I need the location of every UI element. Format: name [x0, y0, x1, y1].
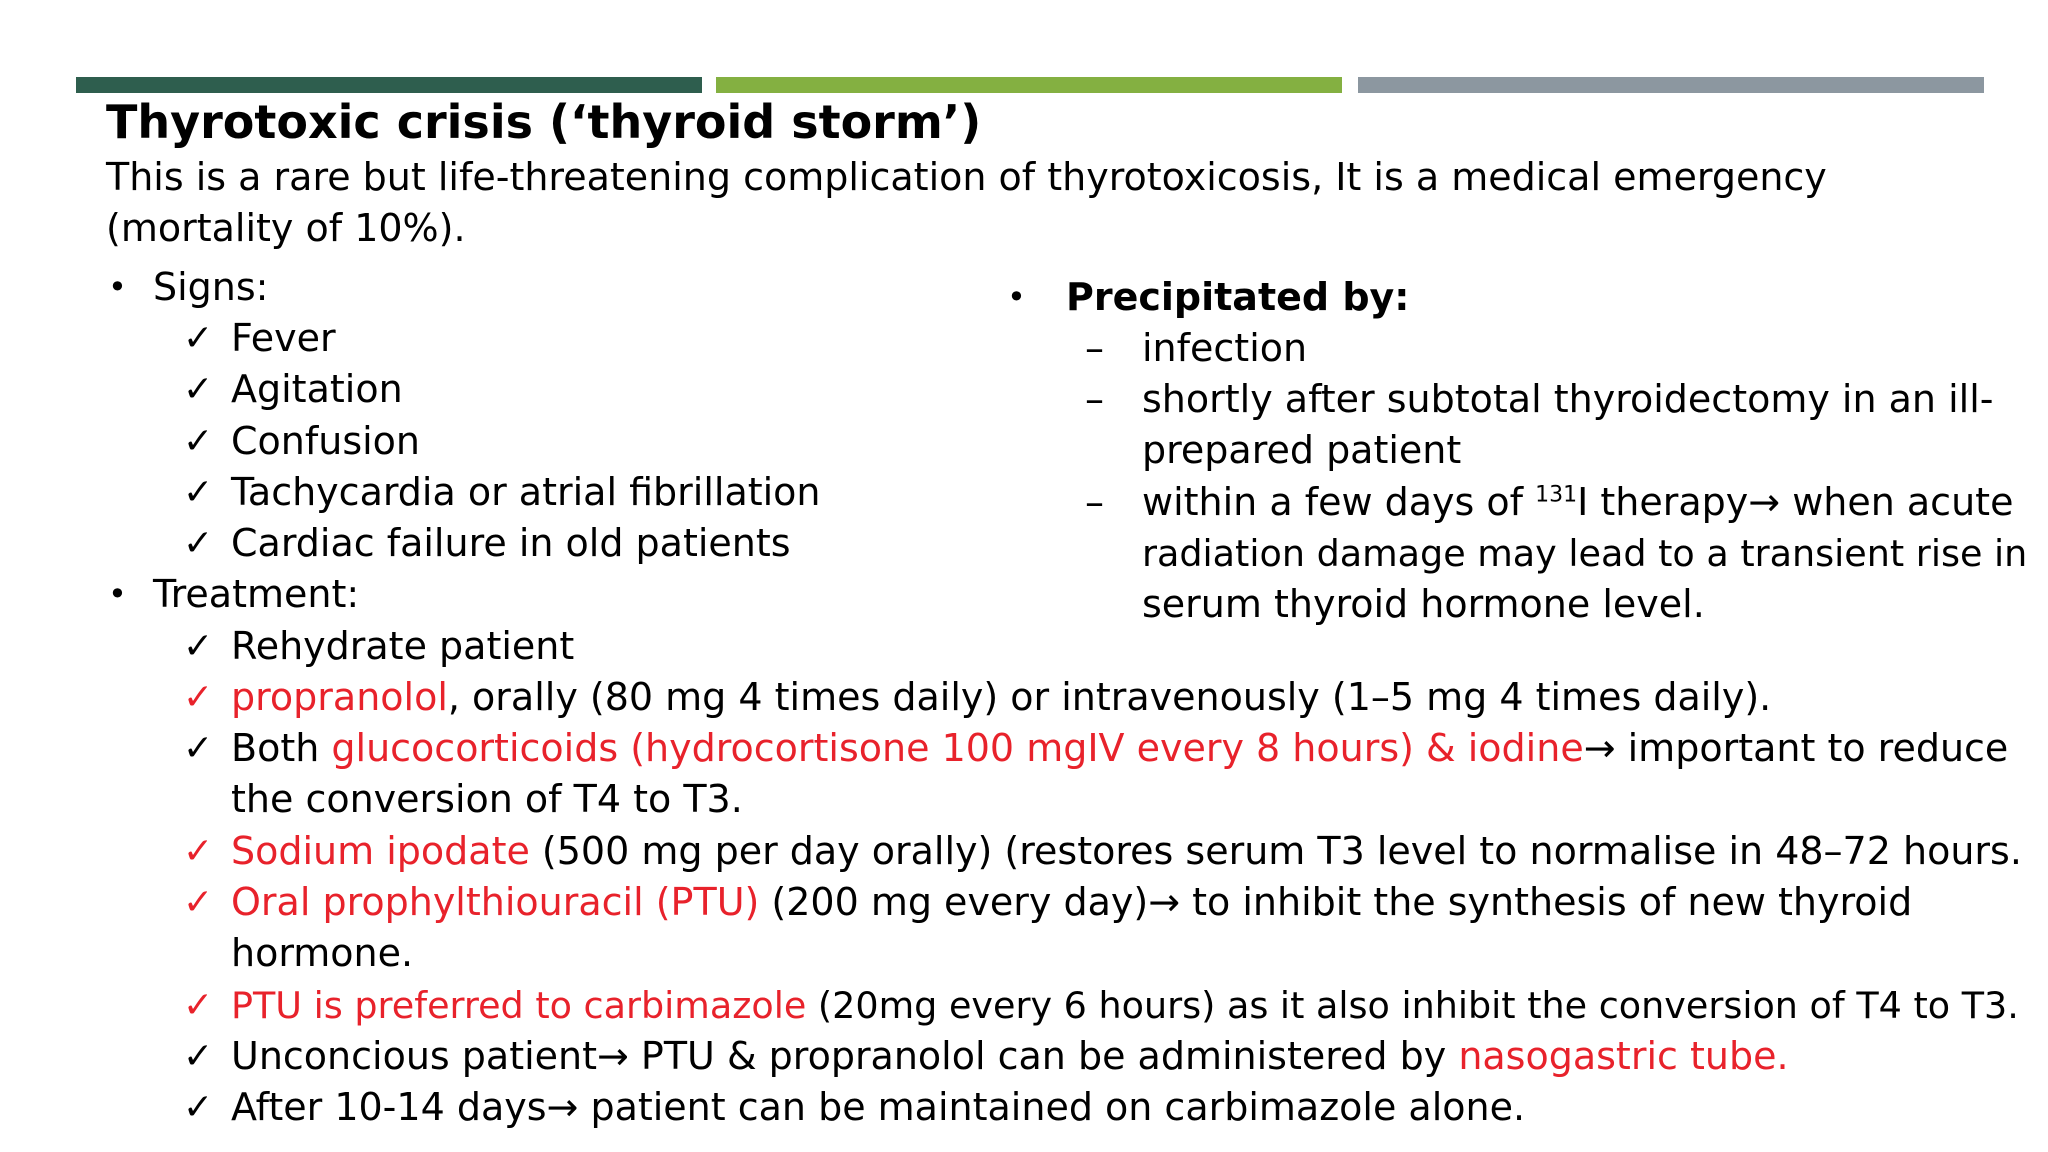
precipitant-item-cont: prepared patient [1142, 428, 1462, 472]
intro-text: This is a rare but life-threatening complication of thyrotoxicosis, It is a medical emergency (mortality of 10%). [106, 155, 1827, 250]
dash-icon: – [1085, 326, 1104, 370]
bullet-icon: • [108, 575, 127, 613]
treatment-item-cont: the conversion of T4 to T3. [231, 777, 743, 821]
check-icon: ✓ [183, 728, 214, 769]
check-icon: ✓ [183, 882, 214, 923]
sign-item: Agitation [231, 367, 403, 411]
dash-icon: – [1085, 480, 1104, 524]
check-icon: ✓ [183, 831, 214, 872]
precipitated-heading: Precipitated by: [1066, 275, 1410, 319]
check-icon: ✓ [183, 626, 214, 667]
treatment-item-cont: hormone. [231, 931, 414, 975]
treatment-item: Oral prophylthiouracil (PTU) (200 mg every day)→ to inhibit the synthesis of new thyroid [231, 880, 1913, 924]
treatment-item: Both glucocorticoids (hydrocortisone 100 mgIV every 8 hours) & iodine→ important to reduce [231, 726, 2009, 770]
check-icon: ✓ [183, 369, 214, 410]
precipitant-item: shortly after subtotal thyroidectomy in an ill- [1142, 377, 1994, 421]
check-icon: ✓ [183, 421, 214, 462]
check-icon: ✓ [183, 523, 214, 564]
precipitant-item-cont: radiation damage may lead to a transient rise in [1142, 532, 2028, 575]
header-bar-gray [1358, 77, 1984, 93]
precipitant-item-cont: serum thyroid hormone level. [1142, 582, 1705, 626]
treatment-item: Sodium ipodate (500 mg per day orally) (restores serum T3 level to normalise in 48–72 hours. [231, 829, 2022, 873]
sign-item: Tachycardia or atrial fibrillation [231, 470, 821, 514]
precipitant-item: infection [1142, 326, 1308, 370]
check-icon: ✓ [183, 985, 214, 1026]
treatment-heading: Treatment: [153, 572, 360, 616]
sign-item: Confusion [231, 419, 421, 463]
check-icon: ✓ [183, 318, 214, 359]
treatment-item: PTU is preferred to carbimazole (20mg every 6 hours) as it also inhibit the conversion of T4 to T3. [231, 984, 2019, 1027]
slide-title: Thyrotoxic crisis (‘thyroid storm’) [106, 95, 982, 149]
check-icon: ✓ [183, 677, 214, 718]
bullet-icon: • [1007, 278, 1026, 316]
check-icon: ✓ [183, 1087, 214, 1128]
sign-item: Cardiac failure in old patients [231, 521, 791, 565]
treatment-item: Unconcious patient→ PTU & propranolol can be administered by nasogastric tube. [231, 1034, 1789, 1078]
precipitant-item: within a few days of $^{131}$I therapy→ when acute [1142, 480, 2014, 524]
treatment-item: After 10-14 days→ patient can be maintained on carbimazole alone. [231, 1085, 1526, 1129]
check-icon: ✓ [183, 472, 214, 513]
check-icon: ✓ [183, 1036, 214, 1077]
treatment-item: propranolol, orally (80 mg 4 times daily) or intravenously (1–5 mg 4 times daily). [231, 675, 1772, 719]
bullet-icon: • [108, 268, 127, 306]
header-bar-light-green [716, 77, 1342, 93]
treatment-item: Rehydrate patient [231, 624, 575, 668]
signs-heading: Signs: [153, 265, 269, 309]
dash-icon: – [1085, 377, 1104, 421]
sign-item: Fever [231, 316, 336, 360]
header-bar-dark-green [76, 77, 702, 93]
